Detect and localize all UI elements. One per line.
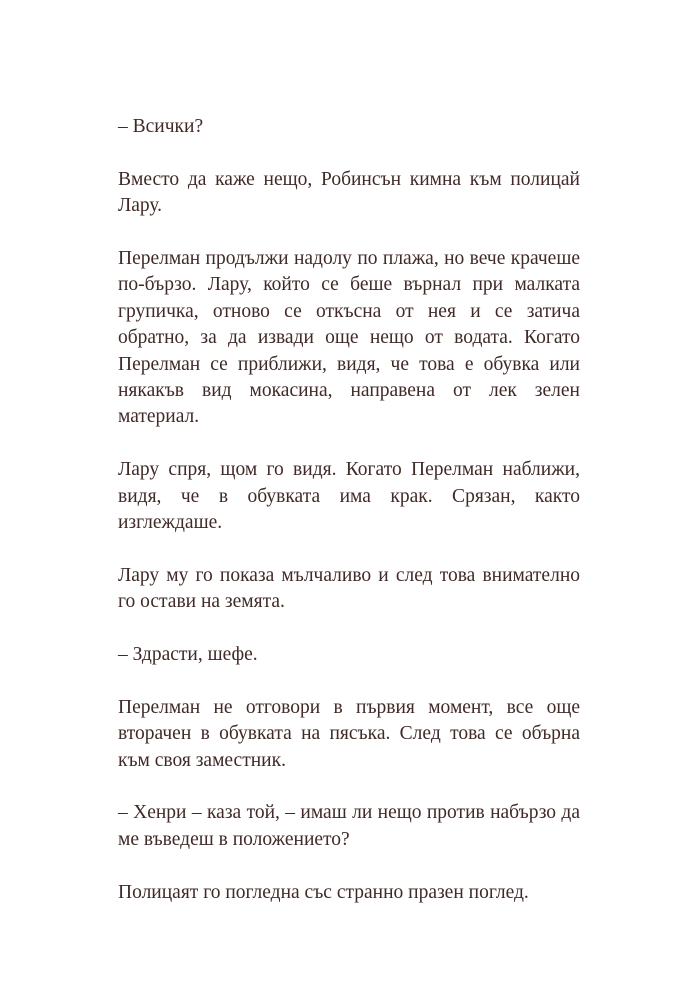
paragraph-laru-shows: Лару му го показа мълчаливо и след това внимателно го остави на земята. [118, 564, 580, 613]
body-text [118, 114, 580, 932]
paragraph-robinson-nod: Вместо да каже нещо, Робинсън кимна към полицай Лару. [118, 168, 580, 217]
paragraph-laru-stops: Лару спря, щом го видя. Когато Перелман наближи, видя, че в обувката има крак. Срязан, както изглеждаше. [118, 459, 580, 534]
paragraph-perelman-walks: Перелман продължи надолу по плажа, но вече крачеше по-бързо. Лару, който се беше върнал при малката групичка, отново се откъсна от нея и се затича обратно, за да извади още нещо от водата. Когато Перелман се приближи, видя, че това е обувка или някакъв вид мокасина, направена от лек зелен материал. [118, 248, 580, 428]
paragraph-policeman-look: Полицаят го погледна със странно празен поглед. [118, 881, 529, 903]
paragraph-dialogue-hello: – Здрасти, шефе. [118, 644, 258, 666]
paragraph-dialogue-all: – Всички? [118, 116, 204, 137]
paragraph-dialogue-henry: – Хенри – каза той, – имаш ли нещо против набързо да ме въведеш в положението? [118, 802, 580, 850]
paragraph-perelman-silent: Перелман не отговори в първия момент, все още вторачен в обувката на пясъка. След това се обърна към своя заместник. [118, 696, 580, 771]
